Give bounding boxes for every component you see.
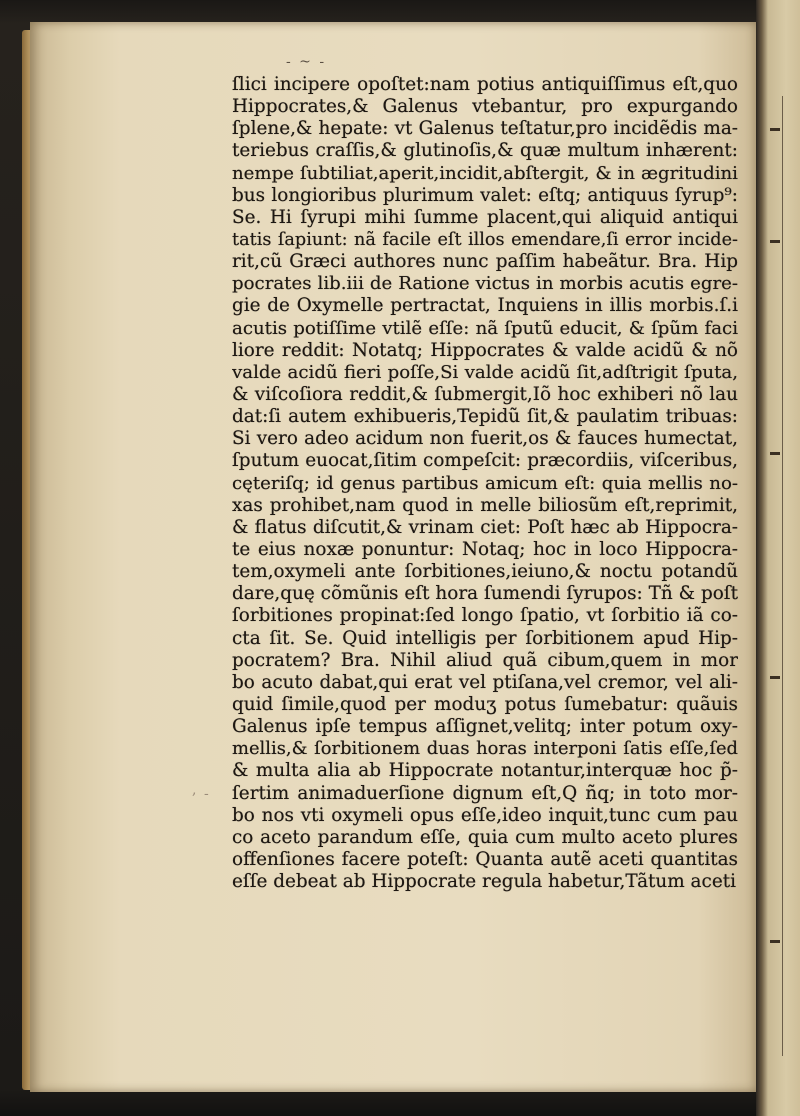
text-line: ſputum euocat,ſitim compeſcit: præcordiis, viſceribus,	[232, 450, 738, 472]
text-line: xas prohibet,nam quod in melle biliosũm eſt,reprimit,	[232, 494, 738, 516]
text-line: quid ſimile,quod per moduʒ potus ſumebatur: quãuis	[232, 693, 738, 715]
text-line: pocrates lib.iii de Ratione victus in morbis acutis egre-	[232, 273, 738, 295]
text-line: valde acidũ fieri poſſe,Si valde acidũ ſit,adſtrigit ſputa,	[232, 361, 738, 383]
text-line: gie de Oxymelle pertractat, Inquiens in illis morbis.ſ.i	[232, 295, 738, 317]
facing-page-rule	[782, 96, 783, 1056]
text-line: bus longioribus plurimum valet: eſtq; antiquus ſyrup⁹:	[232, 184, 738, 206]
text-line: nempe ſubtiliat,aperit,incidit,abſtergit, & in ægritudini	[232, 162, 738, 184]
margin-mark: -	[204, 786, 209, 802]
text-line: cęteriſq; id genus partibus amicum eſt: quia mellis no-	[232, 472, 738, 494]
text-line: teriebus craſſis,& glutinoſis,& quæ multum inhærent:	[232, 140, 738, 162]
text-line: cta ſit. Se. Quid intelligis per ſorbitionem apud Hip-	[232, 627, 738, 649]
text-line: liore reddit: Notatq; Hippocrates & valde acidũ & nõ	[232, 339, 738, 361]
text-line: & multa alia ab Hippocrate notantur,interquæ hoc p̃-	[232, 760, 738, 782]
text-line: dat:ſi autem exhibueris,Tepidũ ſit,& paulatim tribuas:	[232, 406, 738, 428]
text-line: ſertim animaduerſione dignum eſt,Q ñq; in toto mor-	[232, 782, 738, 804]
text-line: Hippocrates,& Galenus vtebantur, pro expurgando	[232, 96, 738, 118]
facing-page-mark	[770, 940, 780, 943]
facing-page-edge	[756, 0, 800, 1116]
facing-page-mark	[770, 676, 780, 679]
text-line: Galenus ipſe tempus aſſignet,velitq; inter potum oxy-	[232, 716, 738, 738]
facing-page-mark	[770, 128, 780, 131]
text-line: & viſcoſiora reddit,& ſubmergit,Iõ hoc exhiberi nõ lau	[232, 383, 738, 405]
text-line: ſorbitiones propinat:ſed longo ſpatio, vt ſorbitio iã co-	[232, 605, 738, 627]
facing-page-mark	[770, 240, 780, 243]
facing-page-mark	[770, 452, 780, 455]
text-line: & flatus diſcutit,& vrinam ciet: Poſt hæc ab Hippocra-	[232, 516, 738, 538]
margin-mark: ,	[192, 782, 197, 798]
text-line: eſſe debeat ab Hippocrate regula habetur,Tãtum aceti	[232, 871, 736, 893]
body-text	[232, 74, 738, 893]
text-line: acutis potiſſime vtilẽ eſſe: nã ſputũ educit, & ſpũm faci	[232, 317, 738, 339]
text-line: tem,oxymeli ante ſorbitiones,ieiuno,& noctu potandũ	[232, 561, 738, 583]
text-line: te eius noxæ ponuntur: Notaq; hoc in loco Hippocra-	[232, 538, 738, 560]
text-line: bo acuto dabat,qui erat vel ptiſana,vel cremor, vel ali-	[232, 671, 738, 693]
text-line: dare,quę cõmũnis eſt hora ſumendi ſyrupos: Tñ & poſt	[232, 583, 738, 605]
page-header-mark: - ~ -	[286, 54, 327, 70]
text-line: offenſiones facere poteſt: Quanta autẽ aceti quantitas	[232, 848, 738, 870]
text-line: Si vero adeo acidum non fuerit,os & fauces humectat,	[232, 428, 738, 450]
text-line: co aceto parandum eſſe, quia cum multo aceto plures	[232, 826, 738, 848]
text-line: tatis ſapiunt: nã facile eſt illos emendare,ſi error incide-	[232, 229, 738, 250]
text-line: Se. Hi ſyrupi mihi ſumme placent,qui aliquid antiqui	[232, 206, 738, 228]
text-line: mellis,& ſorbitionem duas horas interponi ſatis eſſe,ſed	[232, 738, 738, 760]
text-line: rit,cũ Græci authores nunc paſſim habeãtur. Bra. Hip	[232, 251, 738, 273]
text-line: pocratem? Bra. Nihil aliud quã cibum,quem in mor	[232, 649, 738, 671]
text-line: bo nos vti oxymeli opus eſſe,ideo inquit,tunc cum pau	[232, 804, 738, 826]
text-line: ſplene,& hepate: vt Galenus teſtatur,pro incidẽdis ma-	[232, 118, 738, 140]
text-line: ſlici incipere opoſtet:nam potius antiquiſſimus eſt,quo	[232, 74, 738, 95]
